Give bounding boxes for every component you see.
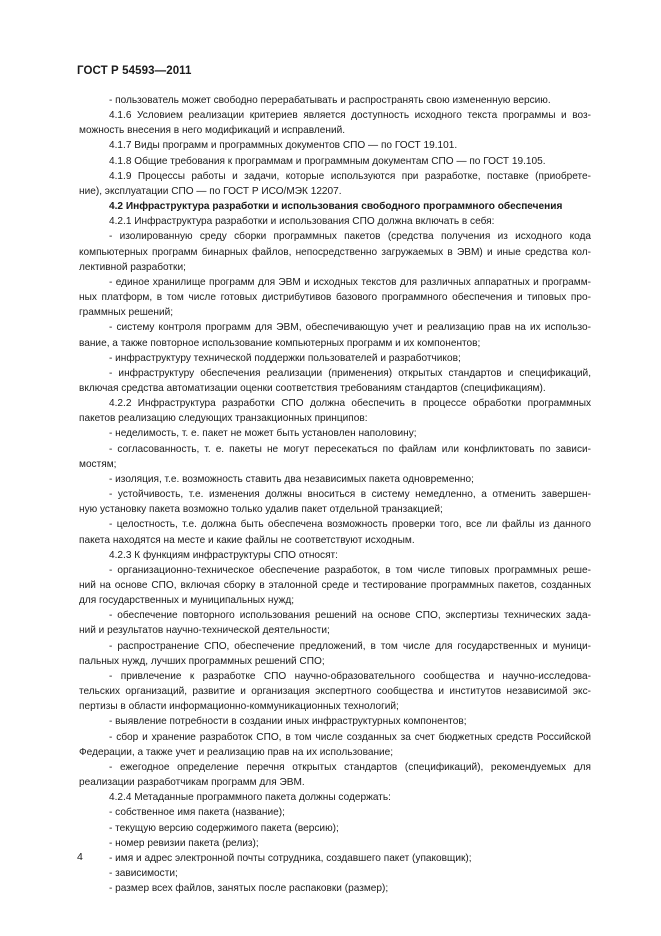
text-line: - систему контроля программ для ЭВМ, обеспечивающую учет и реализацию прав на их использо- bbox=[109, 322, 591, 334]
text-line: ных платформ, в том числе готовых дистрибутивов базового программного обеспечения и типовых про- bbox=[79, 292, 591, 304]
text-line: граммных решений; bbox=[79, 307, 174, 319]
text-line: 4.2.3 К функциям инфраструктуры СПО относят: bbox=[109, 549, 338, 561]
text-line: 4.1.6 Условием реализации критериев является доступность исходного текста программы и воз- bbox=[109, 110, 591, 122]
text-line: - инфраструктуру обеспечения реализации (применения) открытых стандартов и спецификаций, bbox=[109, 367, 591, 379]
text-line: 4.2.2 Инфраструктура разработки СПО должна обеспечить в процессе обработки программных bbox=[109, 398, 591, 410]
text-line: 4.2.1 Инфраструктура разработки и использования СПО должна включать в себя: bbox=[109, 216, 495, 228]
text-line: - неделимость, т. е. пакет не может быть установлен наполовину; bbox=[109, 428, 417, 440]
text-line: - распространение СПО, обеспечение предложений, в том числе для государственных и муници- bbox=[109, 640, 591, 652]
text-line: ний и результатов научно-технической деятельности; bbox=[79, 625, 330, 637]
text-line: - ежегодное определение перечня открытых стандартов (спецификаций), рекомендуемых для bbox=[109, 761, 591, 773]
text-line: вание, а также повторное использование компьютерных программ и их компонентов; bbox=[79, 337, 481, 349]
text-line: Федерации, а также учет и реализацию прав на их использование; bbox=[79, 746, 394, 758]
text-line: - зависимости; bbox=[109, 867, 178, 879]
section-heading: 4.2 Инфраструктура разработки и использования свободного программного обеспечения bbox=[109, 201, 563, 213]
text-line: - привлечение к разработке СПО научно-образовательного сообщества и научно-исследова- bbox=[109, 670, 591, 682]
page-number: 4 bbox=[77, 851, 83, 863]
text-line: - согласованность, т. е. пакеты не могут пересекаться по файлам или конфликтовать по зависи- bbox=[109, 443, 591, 455]
text-line: 4.1.9 Процессы работы и задачи, которые используются при разработке, поставке (приобрете- bbox=[109, 170, 591, 182]
text-line: - собственное имя пакета (название); bbox=[109, 807, 285, 819]
text-line: пальных нужд, лучших программных решений СПО; bbox=[79, 655, 325, 667]
text-line: можность внесения в него модификаций и исправлений. bbox=[79, 125, 346, 137]
document-header: ГОСТ Р 54593—2011 bbox=[77, 65, 192, 77]
text-line: - устойчивость, т.е. изменения должны вноситься в систему немедленно, а отменить завершен- bbox=[109, 489, 591, 501]
text-line: мостям; bbox=[79, 458, 117, 470]
text-line: - инфраструктуру технической поддержки пользователей и разработчиков; bbox=[109, 352, 461, 364]
text-line: - пользователь может свободно перерабатывать и распространять свою измененную версию. bbox=[109, 95, 551, 106]
text-line: лективной разработки; bbox=[79, 261, 186, 273]
text-line: - единое хранилище программ для ЭВМ и исходных текстов для различных аппаратных и программ- bbox=[109, 276, 591, 288]
text-line: включая средства автоматизации оценки соответствия требованиям стандартов (спецификациям). bbox=[79, 382, 546, 394]
text-line: ний на основе СПО, включая сборку в эталонной среде и тестирование программных пакетов, созданных bbox=[79, 580, 591, 591]
text-line: - сбор и хранение разработок СПО, в том числе созданных за счет бюджетных средств Российской bbox=[109, 731, 591, 743]
text-line: - изоляция, т.е. возможность ставить два независимых пакета одновременно; bbox=[109, 473, 474, 485]
text-line: ную установку пакета возможно только удалив пакет отдельной транзакцией; bbox=[79, 504, 443, 516]
text-line: ние), эксплуатации СПО — по ГОСТ Р ИСО/МЭК 12207. bbox=[79, 185, 342, 197]
text-line: 4.2.4 Метаданные программного пакета должны содержать: bbox=[109, 792, 391, 804]
text-line: - выявление потребности в создании иных инфраструктурных компонентов; bbox=[109, 716, 467, 728]
document-body bbox=[79, 93, 591, 896]
text-line: тельских организаций, развитие и организация экспертного сообщества и институтов независимой экс- bbox=[79, 686, 591, 698]
text-line: - номер ревизии пакета (релиз); bbox=[109, 837, 259, 849]
text-line: - организационно-техническое обеспечение разработок, в том числе типовых программных реше- bbox=[109, 564, 591, 576]
text-line: - размер всех файлов, занятых после распаковки (размер); bbox=[109, 883, 389, 895]
text-line: реализации разработчикам программ для ЭВМ. bbox=[79, 777, 305, 789]
text-line: пакета находятся на месте и какие файлы не соответствуют исходным. bbox=[79, 534, 415, 546]
text-line: пакетов реализацию следующих транзакционных принципов: bbox=[79, 413, 368, 425]
text-line: 4.1.8 Общие требования к программам и программным документам СПО — по ГОСТ 19.105. bbox=[109, 155, 546, 167]
text-line: - целостность, т.е. должна быть обеспечена возможность проверки того, все ли файлы из данного bbox=[109, 519, 591, 531]
text-line: компьютерных программ бинарных файлов, непосредственно загружаемых в ЭВМ) и иные средства кол- bbox=[79, 246, 591, 258]
text-line: - обеспечение повторного использования решений на основе СПО, экспертизы технических зада- bbox=[109, 610, 591, 622]
text-line: - изолированную среду сборки программных пакетов (средства получения из исходного кода bbox=[109, 231, 591, 243]
text-line: - текущую версию содержимого пакета (версию); bbox=[109, 822, 339, 834]
text-line: для государственных и муниципальных нужд; bbox=[79, 595, 295, 607]
text-line: 4.1.7 Виды программ и программных документов СПО — по ГОСТ 19.101. bbox=[109, 140, 458, 152]
text-line: пертизы в области информационно-коммуникационных технологий; bbox=[79, 701, 399, 713]
text-line: - имя и адрес электронной почты сотрудника, создавшего пакет (упаковщик); bbox=[109, 852, 472, 864]
